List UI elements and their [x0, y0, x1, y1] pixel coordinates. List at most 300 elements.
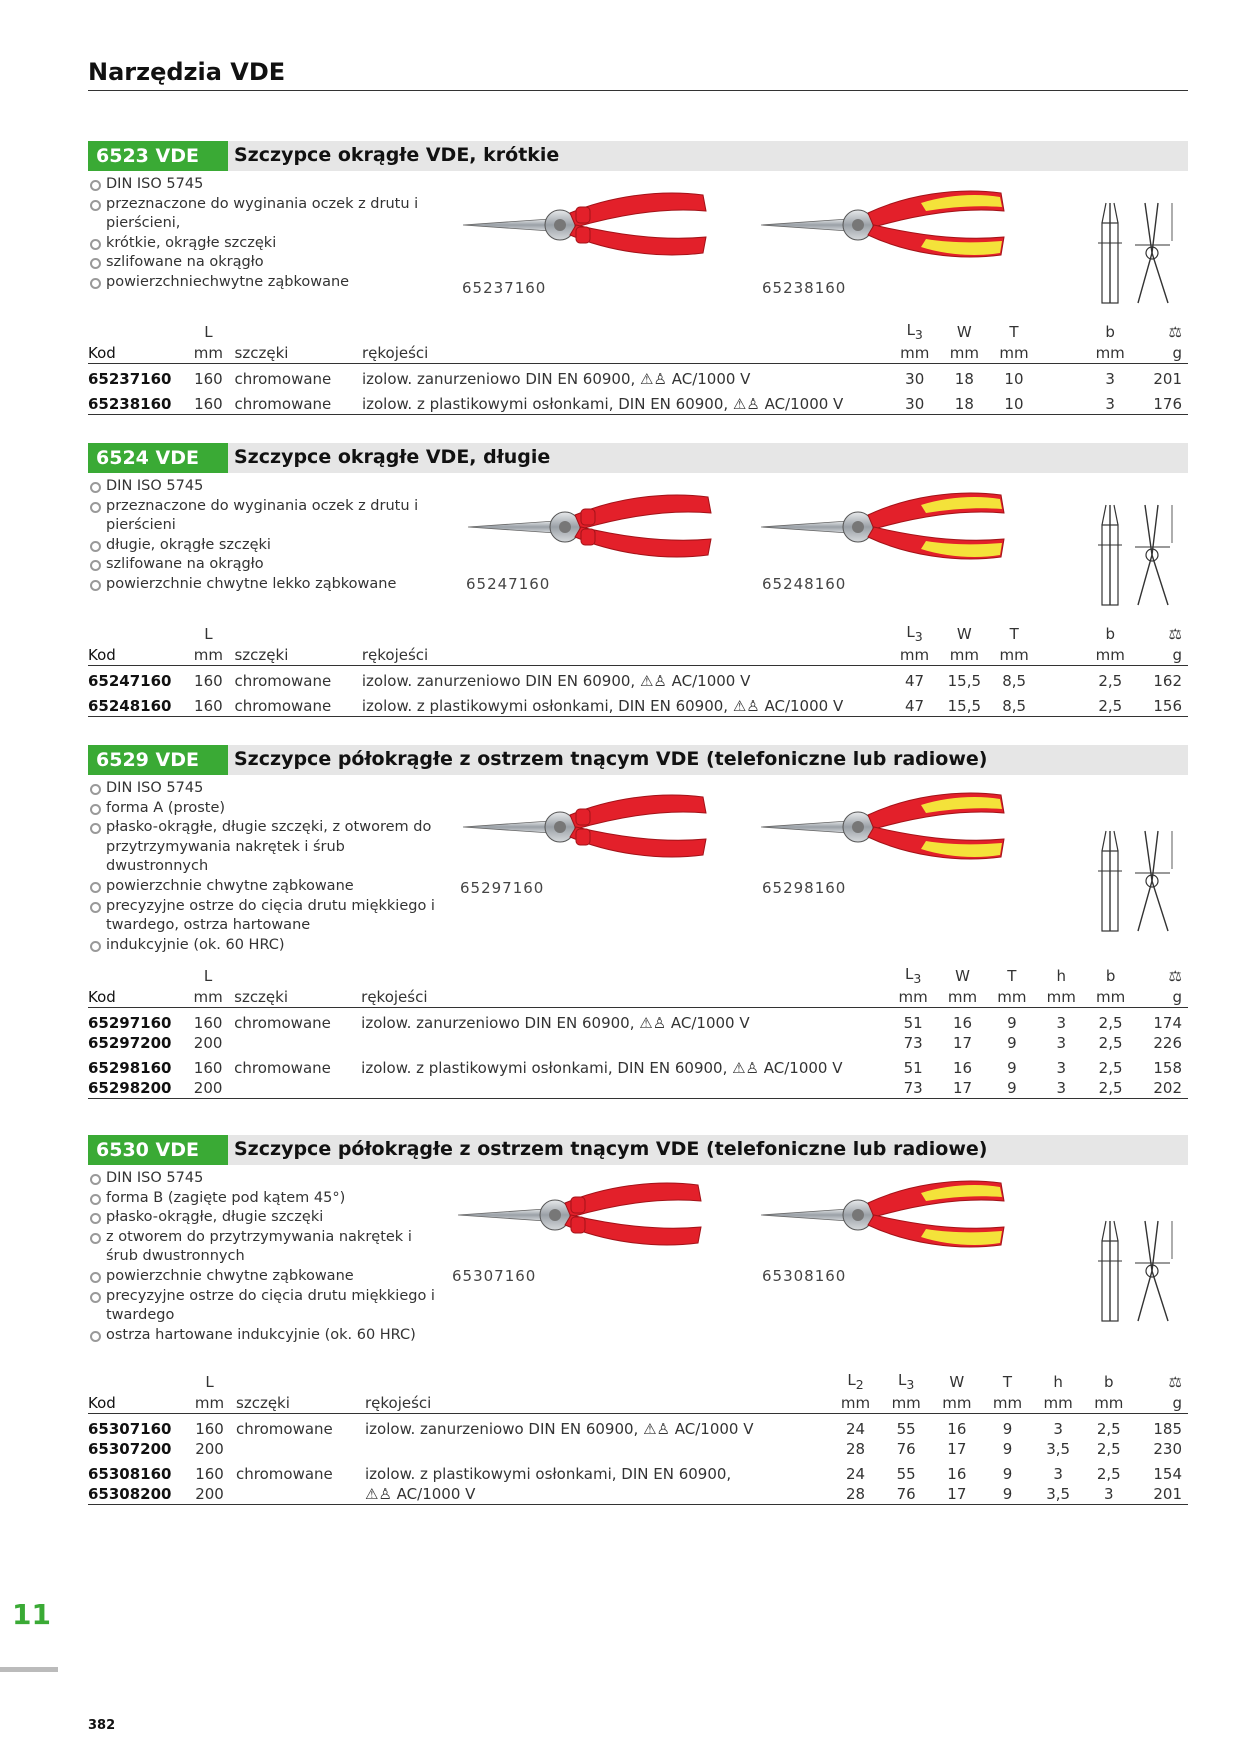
table-row — [88, 1078, 1188, 1099]
table-cell: 17 — [938, 1078, 987, 1099]
feature-item: precyzyjne ostrze do cięcia drutu miękkiego i twardego — [88, 1287, 438, 1326]
table-cell — [843, 1053, 889, 1078]
table-cell: 16 — [952, 1059, 973, 1077]
table-cell — [843, 1078, 889, 1099]
table-cell: mm — [186, 988, 230, 1008]
table-cell: 2,5 — [1098, 672, 1123, 690]
table-cell: T — [1002, 1373, 1013, 1391]
table-cell: 18 — [954, 370, 974, 388]
table-cell: b — [1105, 967, 1116, 985]
feature-item: powierzchniechwytne ząbkowane — [88, 273, 438, 293]
feature-item: powierzchnie chwytne ząbkowane — [88, 877, 438, 897]
feature-item: DIN ISO 5745 — [88, 1169, 438, 1189]
feature-item: szlifowane na okrągło — [88, 555, 438, 575]
table-cell: izolow. z plastikowymi osłonkami, DIN EN 60900, — [365, 1465, 732, 1483]
col-rekojesci: rękojeści — [362, 344, 843, 364]
section-code: 6523 VDE — [88, 141, 228, 171]
table-cell: 3 — [1053, 1465, 1063, 1483]
product-image-red-yellow — [756, 779, 1006, 874]
table-cell: 65307200 — [88, 1440, 172, 1458]
weight-icon: ⚖ — [1168, 625, 1182, 643]
table-row — [88, 364, 1188, 390]
table-cell: g — [1135, 988, 1188, 1008]
feature-item: DIN ISO 5745 — [88, 477, 438, 497]
table-cell: szczęki — [232, 1394, 365, 1414]
page-title: Narzędzia VDE — [88, 58, 286, 86]
table-cell — [88, 623, 186, 646]
table-cell: 160 — [193, 1059, 223, 1077]
table-cell: 2,5 — [1098, 1014, 1123, 1032]
table-cell: mm — [1086, 988, 1135, 1008]
table-cell: 15,5 — [947, 672, 982, 690]
feature-list — [88, 1169, 438, 1345]
table-cell: 3 — [1056, 1014, 1067, 1032]
table-cell — [232, 1371, 365, 1394]
table-cell: 3 — [1056, 1034, 1067, 1052]
spec-table — [88, 321, 1188, 415]
table-cell: 51 — [903, 1014, 923, 1032]
table-cell: 65297160 — [88, 1014, 172, 1032]
table-cell: 28 — [845, 1440, 866, 1458]
table-cell: mm — [1037, 988, 1086, 1008]
table-cell: mm — [932, 1394, 983, 1414]
table-cell: 24 — [845, 1465, 866, 1483]
table-cell: 65297200 — [88, 1034, 172, 1052]
table-cell: b — [1104, 1373, 1114, 1391]
table-cell — [843, 1008, 889, 1034]
table-cell: b — [1105, 625, 1116, 643]
dimension-diagram-icon — [1080, 1201, 1186, 1331]
col-l3: $L_3$ — [906, 321, 923, 342]
table-cell: 200 — [195, 1440, 224, 1458]
table-cell: 55 — [896, 1465, 916, 1483]
table-cell: izolow. zanurzeniowo DIN EN 60900, ⚠♙ AC/1000 V — [361, 672, 751, 690]
title-rule — [88, 90, 1188, 91]
feature-item: indukcyjnie (ok. 60 HRC) — [88, 936, 438, 956]
table-cell: izolow. z plastikowymi osłonkami, DIN EN 60900, ⚠♙ AC/1000 V — [362, 691, 843, 717]
table-cell: 156 — [1135, 691, 1188, 717]
table-cell: mm — [1085, 646, 1135, 666]
table-cell: 65308160 — [88, 1465, 172, 1483]
table-cell — [1039, 691, 1086, 717]
table-cell: 3 — [1085, 389, 1135, 415]
table-cell: 16 — [952, 1014, 973, 1032]
feature-item: długie, okrągłe szczęki — [88, 536, 438, 556]
table-cell: mm — [982, 1394, 1033, 1414]
table-cell: 17 — [932, 1484, 983, 1505]
table-cell: 3 — [1053, 1420, 1063, 1438]
table-cell: $L_3$ — [905, 965, 922, 986]
table-cell: 185 — [1153, 1420, 1182, 1438]
weight-icon: ⚖ — [1168, 323, 1182, 341]
table-cell: 9 — [1002, 1440, 1013, 1458]
table-cell: mm — [890, 646, 940, 666]
table-cell: 55 — [896, 1420, 916, 1438]
section-title: Szczypce półokrągłe z ostrzem tnącym VDE (telefoniczne lub radiowe) — [234, 748, 988, 770]
table-cell: g — [1134, 1394, 1188, 1414]
table-cell: chromowane — [230, 691, 361, 717]
table-cell: 200 — [187, 1484, 232, 1505]
section-header — [88, 443, 1188, 473]
feature-list — [88, 175, 438, 293]
table-cell: 9 — [1007, 1059, 1017, 1077]
table-cell: 202 — [1135, 1078, 1188, 1099]
section-code: 6530 VDE — [88, 1135, 228, 1165]
table-cell: 3,5 — [1033, 1484, 1084, 1505]
table-cell: rękojeści — [365, 1394, 830, 1414]
table-cell — [230, 965, 361, 988]
table-cell: 9 — [1007, 1014, 1017, 1032]
table-cell: Kod — [88, 1394, 187, 1414]
table-cell — [1039, 666, 1086, 692]
table-cell: W — [956, 625, 972, 643]
table-cell: 158 — [1153, 1059, 1182, 1077]
table-cell: chromowane — [234, 672, 332, 690]
table-cell: T — [1009, 625, 1019, 643]
dimension-diagram-icon — [1080, 811, 1186, 941]
feature-item: przeznaczone do wyginania oczek z drutu i pierścieni, — [88, 195, 438, 234]
table-cell: 9 — [987, 1078, 1036, 1099]
product-image-red — [458, 779, 708, 874]
table-cell: 160 — [186, 691, 230, 717]
dimension-diagram-icon — [1080, 485, 1186, 615]
table-cell: izolow. z plastikowymi osłonkami, DIN EN 60900, ⚠♙ AC/1000 V — [361, 1059, 843, 1077]
table-cell: mm — [989, 646, 1039, 666]
table-cell — [1039, 344, 1086, 364]
section-header — [88, 1135, 1188, 1165]
product-image-red-yellow — [756, 177, 1006, 272]
table-cell: 10 — [1004, 370, 1024, 388]
col-szczeki: szczęki — [231, 344, 362, 364]
table-cell: mm — [987, 988, 1036, 1008]
table-cell — [843, 344, 890, 364]
product-image-red — [463, 479, 713, 574]
table-cell: 3,5 — [1046, 1440, 1071, 1458]
table-cell: 3 — [1056, 1059, 1067, 1077]
table-cell: mm — [881, 1394, 932, 1414]
feature-item: precyzyjne ostrze do cięcia drutu miękkiego i twardego, ostrza hartowane — [88, 897, 438, 936]
table-cell: 8,5 — [989, 691, 1039, 717]
table-cell — [843, 988, 889, 1008]
feature-list — [88, 779, 438, 955]
product-image-code: 65308160 — [762, 1267, 847, 1285]
table-row — [88, 1439, 1188, 1459]
spec-table — [88, 623, 1188, 717]
table-cell: 65308200 — [88, 1484, 187, 1505]
table-cell: h — [1056, 967, 1066, 985]
table-cell — [843, 321, 890, 344]
section-title: Szczypce okrągłe VDE, długie — [234, 446, 551, 468]
table-cell: mm — [186, 344, 230, 364]
table-cell — [361, 1078, 842, 1099]
section-6530 — [88, 1135, 1188, 1503]
feature-item: krótkie, okrągłe szczęki — [88, 234, 438, 254]
table-cell: 2,5 — [1086, 1078, 1135, 1099]
product-image-code: 65247160 — [466, 575, 551, 593]
table-cell: 28 — [830, 1484, 881, 1505]
table-row — [88, 1459, 1188, 1484]
feature-item: DIN ISO 5745 — [88, 175, 438, 195]
table-cell: 9 — [982, 1484, 1033, 1505]
table-cell — [365, 1371, 830, 1394]
table-cell: 201 — [1153, 370, 1182, 388]
table-cell: 9 — [1007, 1034, 1017, 1052]
table-cell: 16 — [947, 1420, 967, 1438]
table-cell: mm — [1033, 1394, 1084, 1414]
feature-item: DIN ISO 5745 — [88, 779, 438, 799]
table-cell: g — [1135, 646, 1188, 666]
table-cell: chromowane — [234, 1059, 331, 1077]
section-code: 6524 VDE — [88, 443, 228, 473]
product-image-red — [453, 1167, 703, 1262]
table-cell — [843, 646, 890, 666]
section-header — [88, 141, 1188, 171]
section-6524 — [88, 443, 1188, 715]
product-image-code: 65248160 — [762, 575, 847, 593]
chapter-bar — [0, 1667, 58, 1672]
table-cell: 2,5 — [1096, 1465, 1121, 1483]
table-cell: rękojeści — [361, 988, 842, 1008]
table-cell: 10 — [989, 389, 1039, 415]
table-cell: mm — [890, 344, 940, 364]
table-cell: chromowane — [231, 389, 362, 415]
table-cell — [843, 666, 890, 692]
table-cell: Kod — [88, 646, 186, 666]
table-cell: 160 — [195, 1465, 224, 1483]
weight-icon: ⚖ — [1168, 967, 1182, 985]
product-image-code: 65238160 — [762, 279, 847, 297]
table-cell: 2,5 — [1096, 1440, 1121, 1458]
table-cell: 65248160 — [88, 691, 186, 717]
table-cell: 16 — [947, 1465, 967, 1483]
table-cell: mm — [186, 646, 230, 666]
table-cell: L — [205, 1373, 214, 1391]
table-cell: 17 — [952, 1034, 973, 1052]
section-header — [88, 745, 1188, 775]
table-cell: mm — [830, 1394, 881, 1414]
table-cell: 226 — [1153, 1034, 1182, 1052]
table-cell — [1039, 646, 1086, 666]
table-cell: 3 — [1105, 370, 1115, 388]
table-row — [88, 1008, 1188, 1034]
table-cell: izolow. zanurzeniowo DIN EN 60900, ⚠♙ AC/1000 V — [365, 1420, 754, 1438]
product-image-code: 65307160 — [452, 1267, 537, 1285]
table-cell: 65238160 — [88, 389, 186, 415]
table-cell — [365, 1439, 830, 1459]
table-cell: izolow. zanurzeniowo DIN EN 60900, ⚠♙ AC/1000 V — [361, 1014, 750, 1032]
table-cell: 201 — [1134, 1484, 1188, 1505]
table-cell: szczęki — [230, 646, 361, 666]
table-cell: W — [949, 1373, 965, 1391]
table-cell: mm — [888, 988, 937, 1008]
table-cell: $L_3$ — [906, 623, 923, 644]
table-cell: chromowane — [236, 1465, 333, 1483]
table-cell: mm — [938, 988, 987, 1008]
table-cell — [843, 623, 890, 646]
table-cell: 160 — [195, 1420, 224, 1438]
table-cell: 30 — [905, 370, 925, 388]
table-cell — [361, 1033, 842, 1053]
feature-item: forma B (zagięte pod kątem 45°) — [88, 1189, 438, 1209]
table-cell — [1039, 623, 1086, 646]
table-cell — [362, 321, 843, 344]
feature-list — [88, 477, 438, 595]
table-cell: g — [1135, 344, 1188, 364]
table-cell: 65247160 — [88, 672, 172, 690]
table-row — [88, 666, 1188, 692]
table-cell: chromowane — [236, 1420, 333, 1438]
table-row — [88, 1484, 1188, 1505]
spec-table — [88, 965, 1188, 1099]
table-cell: 162 — [1153, 672, 1182, 690]
table-row — [88, 1053, 1188, 1078]
table-cell: 160 — [194, 370, 223, 388]
table-cell: mm — [1085, 344, 1135, 364]
table-cell: izolow. z plastikowymi osłonkami, DIN EN 60900, ⚠♙ AC/1000 V — [362, 389, 843, 415]
table-row — [88, 1033, 1188, 1053]
table-cell: ⚠♙ AC/1000 V — [365, 1484, 830, 1505]
table-cell: izolow. zanurzeniowo DIN EN 60900, ⚠♙ AC/1000 V — [361, 370, 751, 388]
table-cell: 2,5 — [1096, 1420, 1121, 1438]
section-title: Szczypce półokrągłe z ostrzem tnącym VDE (telefoniczne lub radiowe) — [234, 1138, 988, 1160]
table-cell: L — [204, 625, 213, 643]
col-t: T — [1009, 323, 1019, 341]
table-cell: T — [1007, 967, 1017, 985]
table-cell: 200 — [193, 1034, 223, 1052]
col-w: W — [956, 323, 972, 341]
table-cell: 9 — [1002, 1465, 1013, 1483]
table-cell — [361, 965, 842, 988]
table-cell — [843, 965, 889, 988]
page-number: 382 — [88, 1718, 116, 1733]
table-row — [88, 389, 1188, 415]
feature-item: szlifowane na okrągło — [88, 253, 438, 273]
product-image-code: 65298160 — [762, 879, 847, 897]
table-cell: mm — [1083, 1394, 1134, 1414]
feature-item: forma A (proste) — [88, 799, 438, 819]
table-cell — [1039, 364, 1086, 390]
table-cell: 47 — [890, 691, 940, 717]
feature-item: płasko-okrągłe, długie szczęki — [88, 1208, 438, 1228]
table-cell: 15,5 — [939, 691, 989, 717]
weight-icon: ⚖ — [1168, 1373, 1182, 1391]
product-image-code: 65237160 — [462, 279, 547, 297]
table-cell: $L_2$ — [847, 1371, 864, 1392]
feature-item: powierzchnie chwytne lekko ząbkowane — [88, 575, 438, 595]
col-b: b — [1105, 323, 1115, 341]
table-cell — [230, 1033, 361, 1053]
table-cell: 9 — [1002, 1420, 1013, 1438]
table-cell: mm — [187, 1394, 232, 1414]
table-cell: 176 — [1135, 389, 1188, 415]
table-cell — [88, 965, 186, 988]
table-cell: 47 — [904, 672, 925, 690]
table-cell: 230 — [1153, 1440, 1182, 1458]
table-cell: 160 — [186, 389, 230, 415]
table-cell — [88, 321, 186, 344]
table-cell: 2,5 — [1098, 1059, 1123, 1077]
table-cell: 3 — [1037, 1078, 1086, 1099]
dimension-diagram-icon — [1080, 183, 1186, 313]
table-cell: 154 — [1153, 1465, 1182, 1483]
table-cell — [1039, 389, 1086, 415]
table-cell: rękojeści — [362, 646, 843, 666]
table-cell: h — [1053, 1373, 1063, 1391]
chapter-number: 11 — [12, 1598, 51, 1631]
table-cell: szczęki — [230, 988, 361, 1008]
section-title: Szczypce okrągłe VDE, krótkie — [234, 144, 560, 166]
table-cell — [362, 623, 843, 646]
table-cell: Kod — [88, 988, 186, 1008]
table-cell: 76 — [896, 1440, 916, 1458]
table-cell: L — [203, 967, 213, 985]
table-cell: chromowane — [234, 1014, 331, 1032]
table-cell: mm — [989, 344, 1039, 364]
feature-item: powierzchnie chwytne ząbkowane — [88, 1267, 438, 1287]
table-cell — [88, 1371, 187, 1394]
table-cell: 8,5 — [1002, 672, 1027, 690]
product-image-red-yellow — [756, 1167, 1006, 1262]
product-image-red-yellow — [756, 479, 1006, 574]
section-6523 — [88, 141, 1188, 413]
table-cell: 24 — [845, 1420, 866, 1438]
table-cell: 2,5 — [1098, 1034, 1123, 1052]
table-row — [88, 1414, 1188, 1440]
product-image-red — [458, 177, 708, 272]
table-cell: 18 — [940, 389, 990, 415]
table-cell: 73 — [903, 1034, 923, 1052]
feature-item: płasko-okrągłe, długie szczęki, z otworem do przytrzymywania nakrętek i śrub dwustronnych — [88, 818, 438, 877]
table-cell — [843, 364, 890, 390]
table-cell — [843, 1033, 889, 1053]
feature-item: z otworem do przytrzymywania nakrętek i śrub dwustronnych — [88, 1228, 438, 1267]
table-cell — [232, 1484, 365, 1505]
table-cell: 17 — [947, 1440, 967, 1458]
table-cell — [843, 389, 890, 415]
table-cell: 65298160 — [88, 1059, 172, 1077]
table-cell: 51 — [903, 1059, 923, 1077]
table-row — [88, 691, 1188, 717]
col-l: L — [204, 323, 213, 341]
table-cell: $L_3$ — [898, 1371, 915, 1392]
section-code: 6529 VDE — [88, 745, 228, 775]
spec-table — [88, 1371, 1188, 1505]
table-cell — [232, 1439, 365, 1459]
table-cell: 160 — [193, 1014, 223, 1032]
col-kod: Kod — [88, 344, 186, 364]
table-cell: 174 — [1153, 1014, 1182, 1032]
table-cell: 160 — [194, 672, 223, 690]
feature-item: ostrza hartowane indukcyjnie (ok. 60 HRC) — [88, 1326, 438, 1346]
product-image-code: 65297160 — [460, 879, 545, 897]
table-cell: chromowane — [234, 370, 332, 388]
feature-item: przeznaczone do wyginania oczek z drutu i pierścieni — [88, 497, 438, 536]
table-cell: 65307160 — [88, 1420, 172, 1438]
table-cell: 30 — [890, 389, 940, 415]
table-cell: 73 — [888, 1078, 937, 1099]
table-cell: 200 — [186, 1078, 230, 1099]
table-cell: 3 — [1083, 1484, 1134, 1505]
table-cell — [843, 691, 890, 717]
table-cell: 76 — [881, 1484, 932, 1505]
table-cell: 2,5 — [1085, 691, 1135, 717]
table-cell: 65237160 — [88, 370, 172, 388]
table-cell: mm — [940, 344, 990, 364]
table-cell — [230, 1078, 361, 1099]
table-cell: 65298200 — [88, 1078, 186, 1099]
table-cell — [1039, 321, 1086, 344]
table-cell: W — [955, 967, 970, 985]
